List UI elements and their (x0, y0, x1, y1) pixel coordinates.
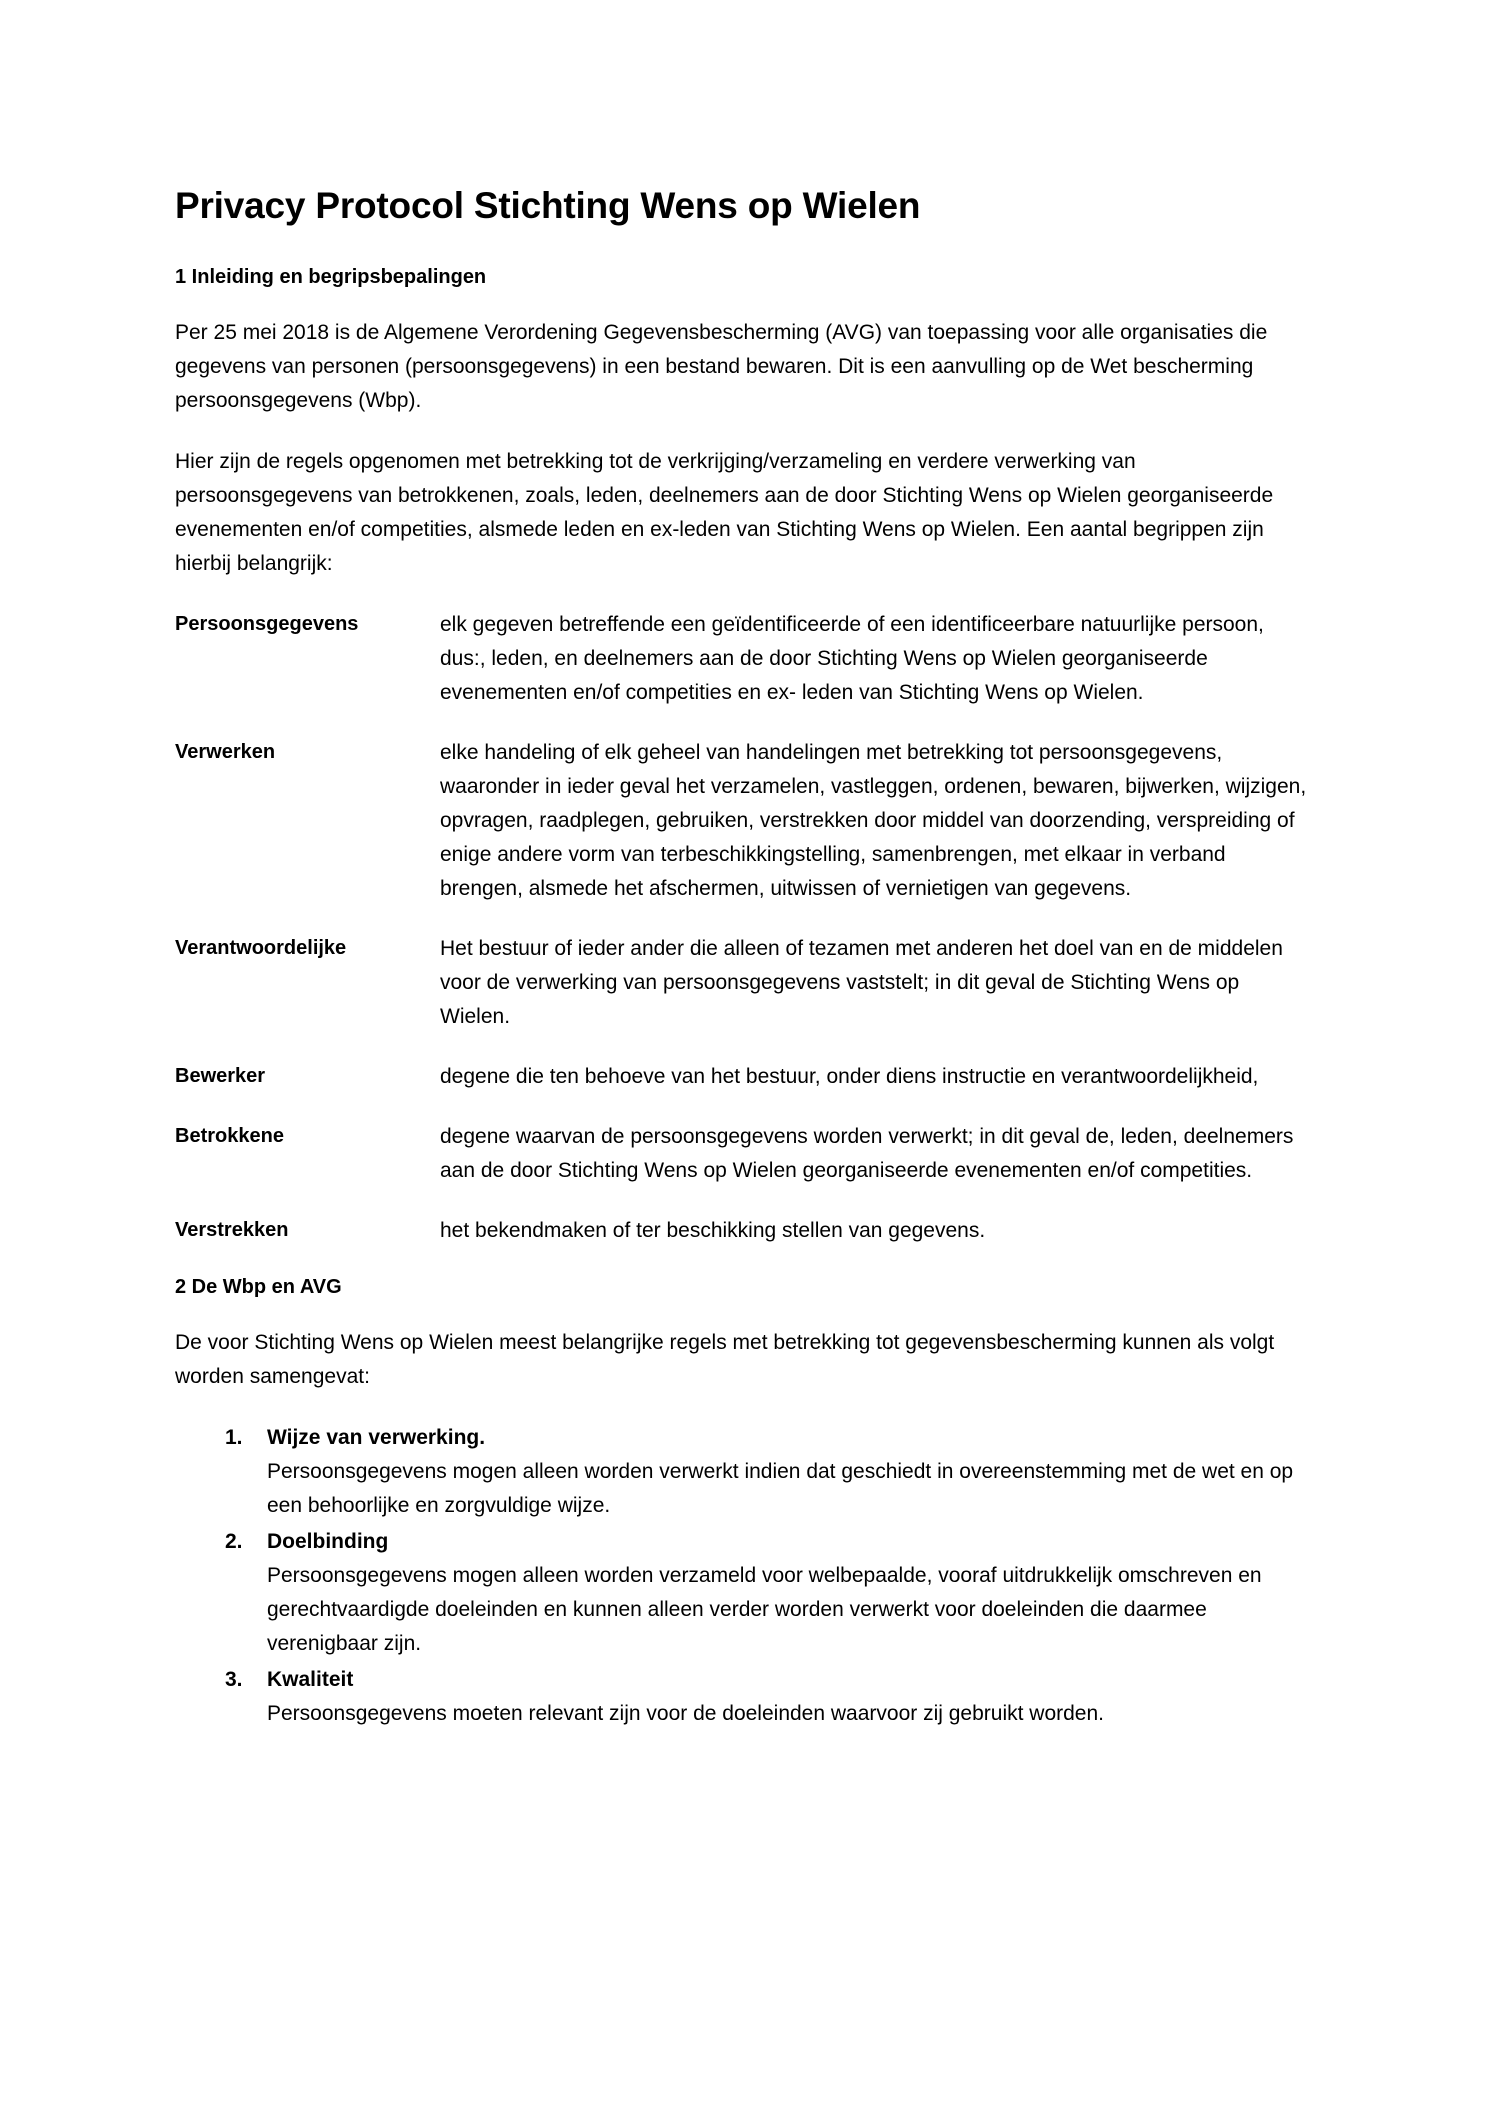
definition-row (175, 736, 1310, 906)
list-item-marker: 2. (225, 1529, 243, 1553)
definition-row (175, 1214, 1310, 1248)
definition-description: degene die ten behoeve van het bestuur, onder diens instructie en verantwoordelijkheid, (440, 1064, 1259, 1088)
definition-term: Verwerken (175, 740, 276, 763)
definition-description: elk gegeven betreffende een geïdentificeerde of een identificeerbare natuurlijke persoon, dus:, leden, en deelnemers aan de door Stichting Wens op Wielen georganiseerde evenementen en/of competities en ex- leden van Stichting Wens op Wielen. (440, 612, 1264, 704)
intro-paragraph-2: Hier zijn de regels opgenomen met betrekking tot de verkrijging/verzameling en verdere verwerking van persoonsgegevens van betrokkenen, zoals, leden, deelnemers aan de door Stichting Wens op Wielen georganiseerde evenementen en/of competities, alsmede leden en ex-leden van Stichting Wens op Wielen. Een aantal begrippen zijn hierbij belangrijk: (175, 449, 1274, 575)
definition-term: Verantwoordelijke (175, 936, 347, 959)
section-heading-2: 2 De Wbp en AVG (175, 1275, 342, 1298)
list-item-title: Wijze van verwerking. (267, 1425, 486, 1449)
list-item-body: Persoonsgegevens mogen alleen worden verzameld voor welbepaalde, vooraf uitdrukkelijk omschreven en gerechtvaardigde doeleinden en kunnen alleen verder worden verwerkt voor doeleinden die daarmee verenigbaar zijn. (267, 1563, 1262, 1656)
list-item (175, 1663, 1310, 1731)
list-item-body: Persoonsgegevens mogen alleen worden verwerkt indien dat geschiedt in overeenstemming met de wet en op een behoorlijke en zorgvuldige wijze. (267, 1459, 1294, 1517)
list-item-body: Persoonsgegevens moeten relevant zijn voor de doeleinden waarvoor zij gebruikt worden. (267, 1702, 1104, 1726)
list-item-title: Doelbinding (267, 1529, 389, 1553)
definition-row (175, 1060, 1310, 1094)
definition-description: Het bestuur of ieder ander die alleen of tezamen met anderen het doel van en de middelen voor de verwerking van persoonsgegevens vaststelt; in dit geval de Stichting Wens op Wielen. (440, 936, 1283, 1028)
definition-term: Verstrekken (175, 1218, 289, 1241)
definition-row (175, 608, 1310, 710)
section-heading-1: 1 Inleiding en begripsbepalingen (175, 265, 487, 288)
definition-description: elke handeling of elk geheel van handelingen met betrekking tot persoonsgegevens, waaronder in ieder geval het verzamelen, vastleggen, ordenen, bewaren, bijwerken, wijzigen, opvragen, raadplegen, gebruiken, verstrekken door middel van doorzending, verspreiding of enige andere vorm van terbeschikkingstelling, samenbrengen, met elkaar in verband brengen, alsmede het afschermen, uitwissen of vernietigen van gegevens. (440, 740, 1307, 900)
list-item (175, 1421, 1310, 1523)
intro-paragraph-1: Per 25 mei 2018 is de Algemene Verordening Gegevensbescherming (AVG) van toepassing voor alle organisaties die gegevens van personen (persoonsgegevens) in een bestand bewaren. Dit is een aanvulling op de Wet bescherming persoonsgegevens (Wbp). (175, 320, 1268, 412)
page-title: Privacy Protocol Stichting Wens op Wielen (175, 185, 921, 226)
list-item-title: Kwaliteit (267, 1668, 354, 1692)
section-2-intro: De voor Stichting Wens op Wielen meest belangrijke regels met betrekking tot gegevensbescherming kunnen als volgt worden samengevat: (175, 1330, 1275, 1388)
definition-row (175, 932, 1310, 1034)
definition-term: Bewerker (175, 1064, 266, 1087)
definition-term: Betrokkene (175, 1124, 284, 1147)
list-item-marker: 3. (225, 1668, 243, 1692)
definition-list (175, 608, 1310, 1248)
rules-list (175, 1421, 1310, 1731)
definition-description: het bekendmaken of ter beschikking stellen van gegevens. (440, 1218, 986, 1242)
list-item (175, 1525, 1310, 1661)
definition-description: degene waarvan de persoonsgegevens worden verwerkt; in dit geval de, leden, deelnemers aan de door Stichting Wens op Wielen georganiseerde evenementen en/of competities. (440, 1124, 1294, 1182)
definition-term: Persoonsgegevens (175, 612, 359, 635)
definition-row (175, 1120, 1310, 1188)
list-item-marker: 1. (225, 1425, 243, 1449)
